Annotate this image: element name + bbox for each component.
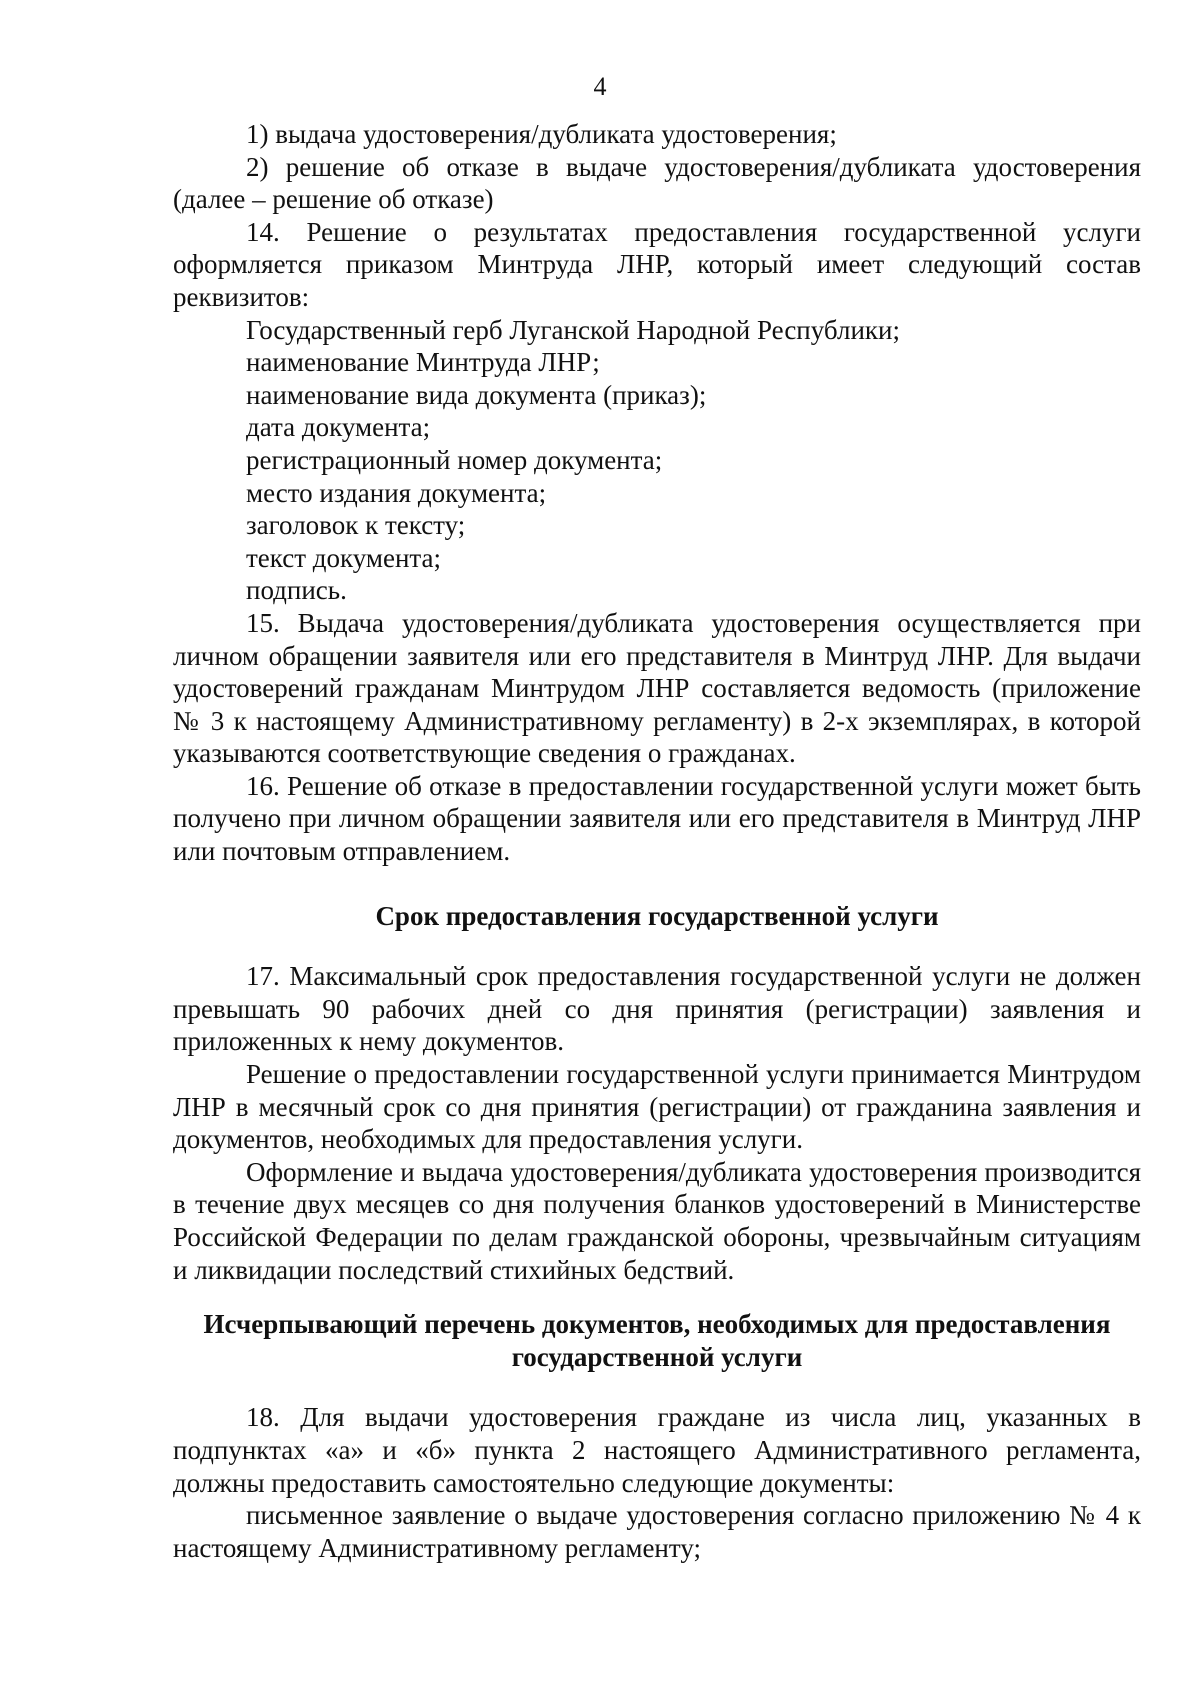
paragraph: 17. Максимальный срок предоставления государственной услуги не должен превышать 90 рабочих дней со дня принятия (регистрации) заявления и приложенных к нему документов. [173, 961, 1141, 1057]
section-heading-term: Срок предоставления государственной услуги [375, 900, 939, 931]
list-item: текст документа; [246, 542, 442, 573]
paragraph: Оформление и выдача удостоверения/дубликата удостоверения производится в течение двух месяцев со дня получения бланков удостоверений в Министерстве Российской Федерации по делам гражданской обороны, чрезвычайным ситуациям и ликвидации последствий стихийных бедствий. [173, 1156, 1141, 1285]
list-item: дата документа; [246, 412, 431, 443]
list-item: Государственный герб Луганской Народной Республики; [246, 314, 900, 345]
paragraph: 2) решение об отказе в выдаче удостоверения/дубликата удостоверения (далее – решение об отказе) [173, 151, 1141, 215]
section-heading-documents [173, 1308, 1141, 1373]
section-heading-documents-line2: государственной услуги [511, 1341, 803, 1372]
list-item: заголовок к тексту; [246, 510, 466, 541]
section-term [173, 960, 1141, 1286]
paragraph: письменное заявление о выдаче удостоверения согласно приложению № 4 к настоящему Административному регламенту; [173, 1500, 1141, 1563]
list-item: подпись. [246, 575, 347, 606]
paragraph: 15. Выдача удостоверения/дубликата удостоверения осуществляется при личном обращении заявителя или его представителя в Минтруд ЛНР. Для выдачи удостоверений гражданам Минтрудом ЛНР составляется ведомость (приложение № 3 к настоящему Административному регламенту) в 2-х экземплярах, в которой указываются соответствующие сведения о гражданах. [173, 607, 1141, 769]
paragraph: 14. Решение о результатах предоставления государственной услуги оформляется приказом Минтруда ЛНР, который имеет следующий состав реквизитов: [173, 216, 1141, 312]
paragraph: 18. Для выдачи удостоверения граждане из числа лиц, указанных в подпунктах «а» и «б» пункта 2 настоящего Административного регламента, должны предоставить самостоятельно следующие документы: [173, 1402, 1141, 1498]
list-item: место издания документа; [246, 477, 547, 508]
paragraph: 16. Решение об отказе в предоставлении государственной услуги может быть получено при личном обращении заявителя или его представителя в Минтруд ЛНР или почтовым отправлением. [173, 770, 1141, 867]
section-heading-documents-line1: Исчерпывающий перечень документов, необходимых для предоставления [203, 1309, 1111, 1340]
list-item: регистрационный номер документа; [246, 444, 663, 475]
document-body [173, 118, 1141, 1564]
list-item: наименование вида документа (приказ); [246, 379, 707, 410]
page-number: 4 [593, 72, 607, 101]
section-documents [173, 1401, 1141, 1564]
paragraph: Решение о предоставлении государственной услуги принимается Минтрудом ЛНР в месячный срок со дня принятия (регистрации) от гражданина заявления и документов, необходимых для предоставления услуги. [173, 1059, 1141, 1155]
paragraph: 1) выдача удостоверения/дубликата удостоверения; [246, 119, 837, 149]
list-item: наименование Минтруда ЛНР; [246, 347, 600, 378]
section-top [173, 118, 1141, 868]
